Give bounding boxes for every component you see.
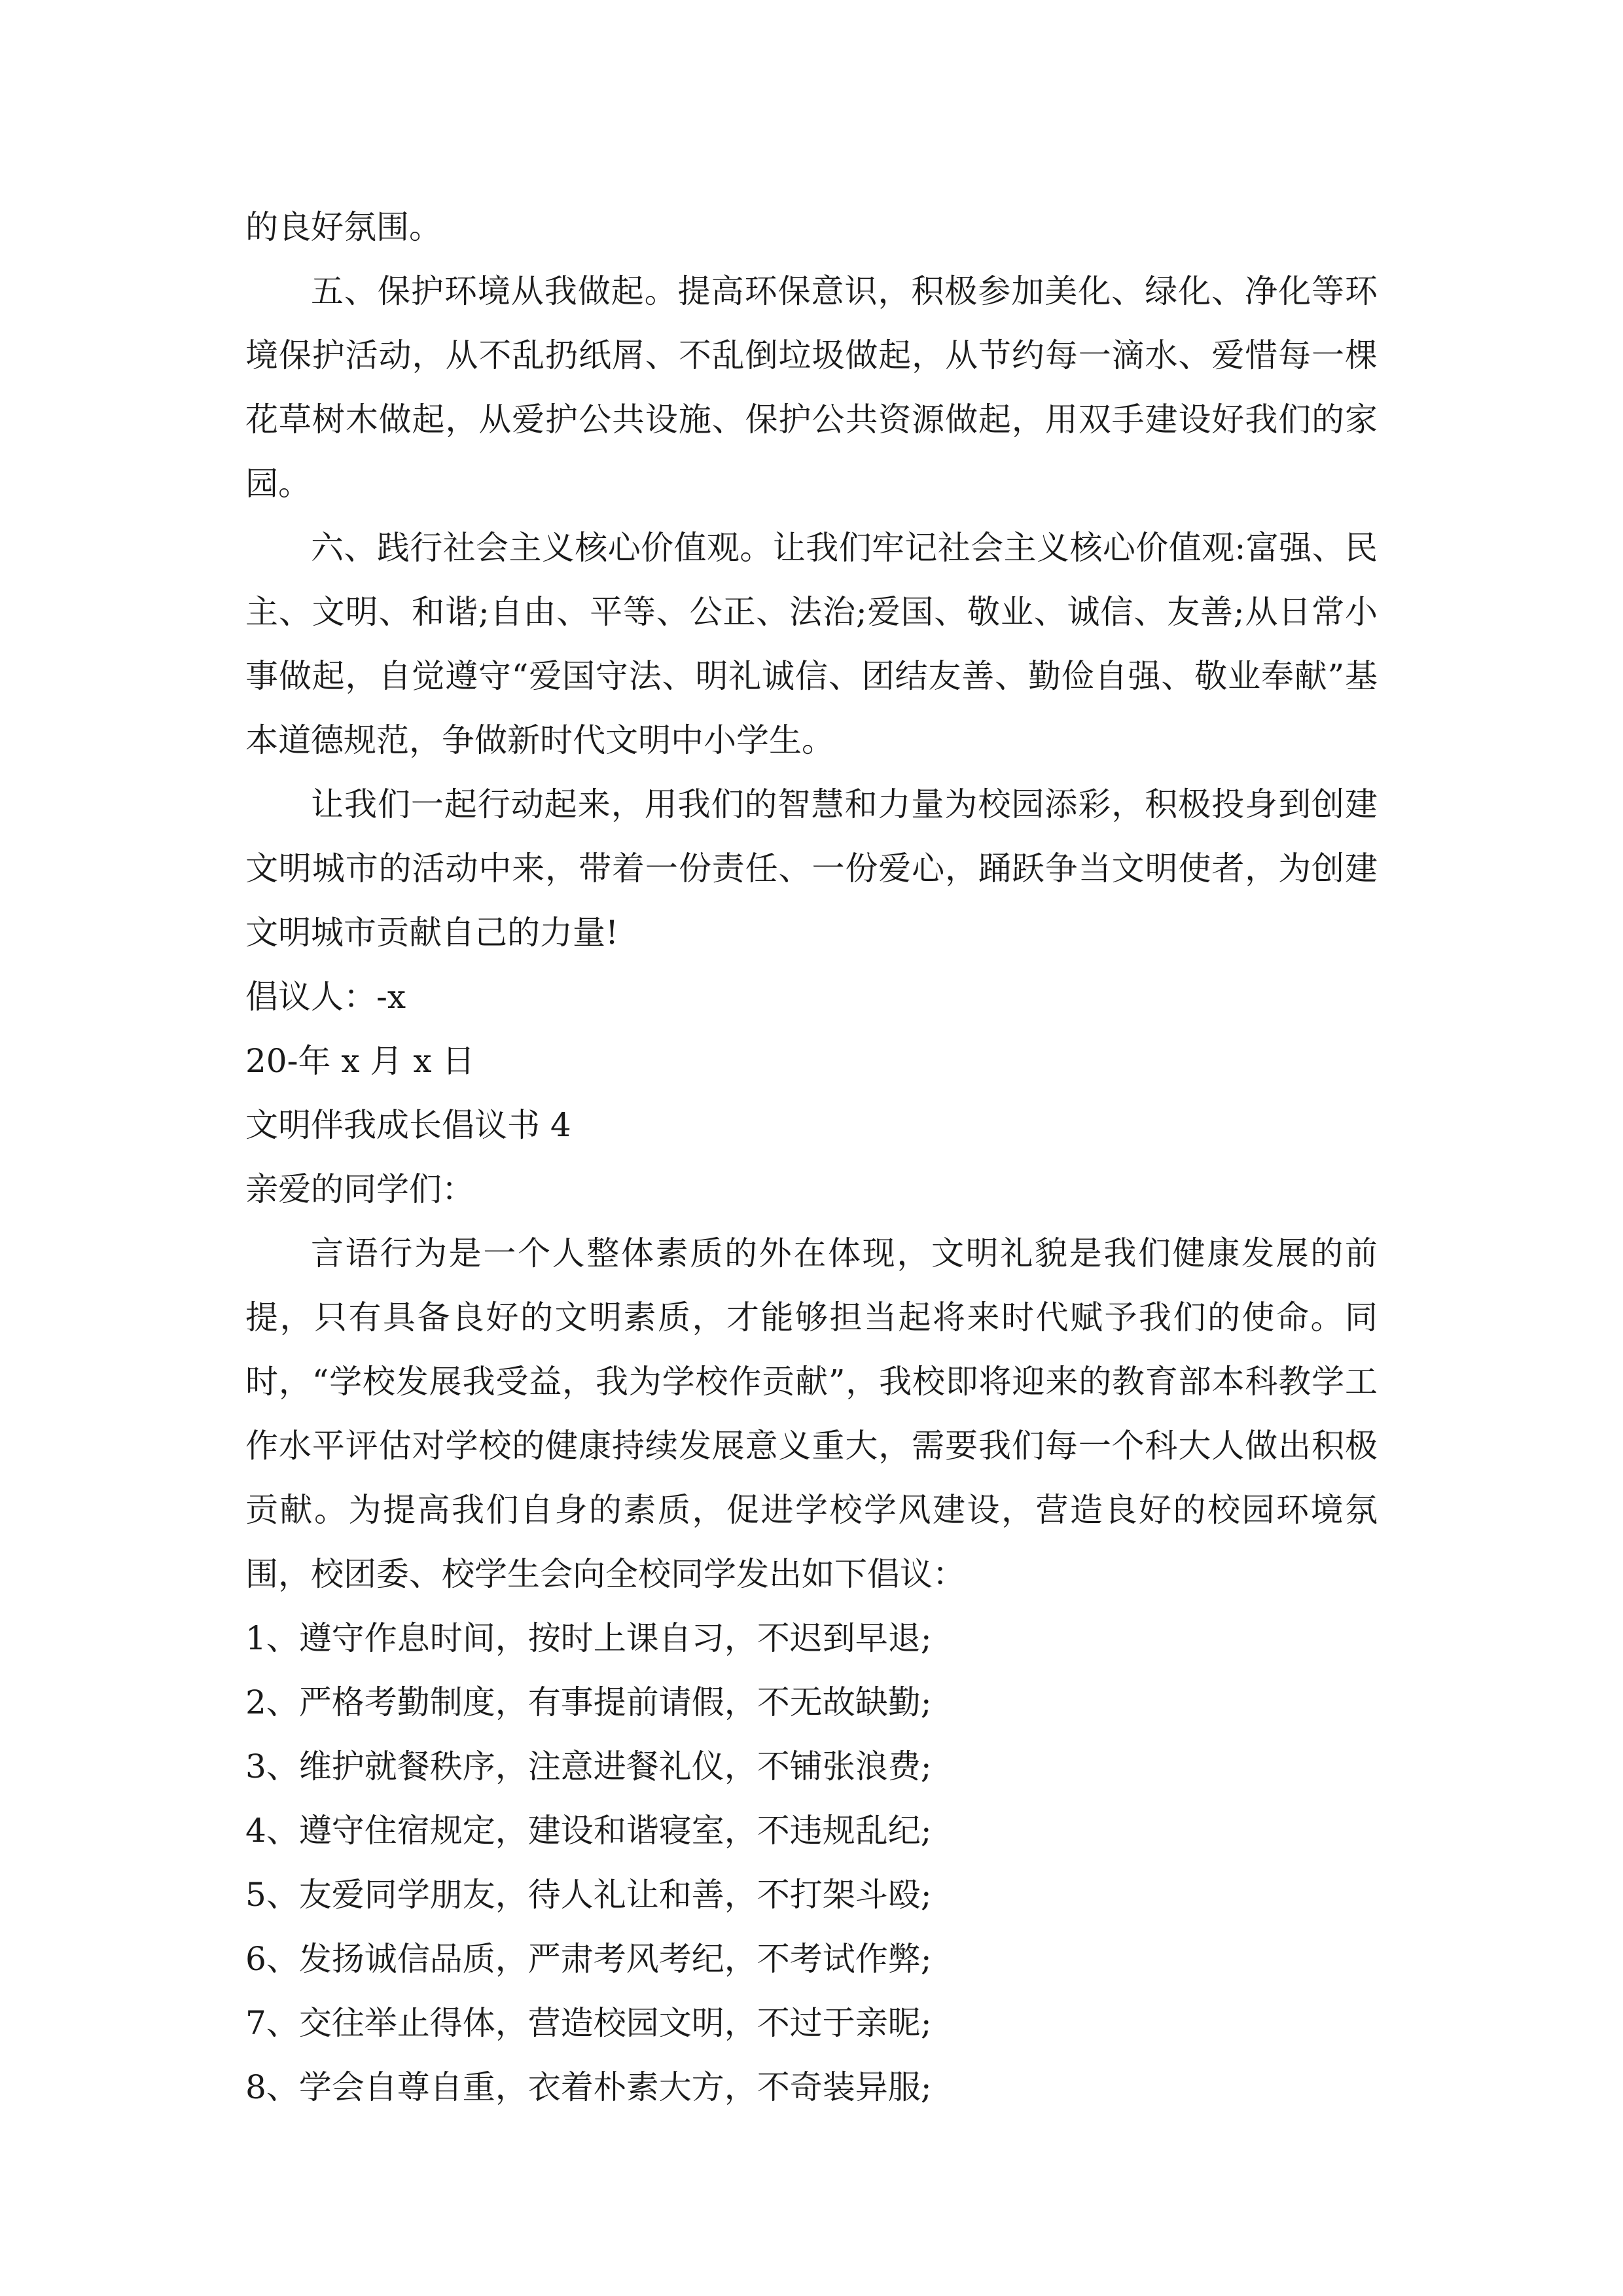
list-item: 7、交往举止得体，营造校园文明，不过于亲昵; (245, 2004, 932, 2042)
list-item: 3、维护就餐秩序，注意进餐礼仪，不铺张浪费; (245, 1748, 932, 1785)
initiator-line: 倡议人：-x (245, 978, 406, 1016)
paragraph-introduction: 言语行为是一个人整体素质的外在体现，文明礼貌是我们健康发展的前提，只有具备良好的文明素质，才能够担当起将来时代赋予我们的使命。同时，“学校发展我受益，我为学校作贡献”，我校即将迎来的教育部本科教学工作水平评估对学校的健康持续发展意义重大，需要我们每一个科大人做出积极贡献。为提高我们自身的素质，促进学校学风建设，营造良好的校园环境氛围，校团委、校学生会向全校同学发出如下倡议： (245, 1234, 1378, 1593)
paragraph-continuation: 的良好氛围。 (245, 208, 442, 246)
paragraph-core-values: 六、践行社会主义核心价值观。让我们牢记社会主义核心价值观:富强、民主、文明、和谐;自由、平等、公正、法治;爱国、敬业、诚信、友善;从日常小事做起，自觉遵守“爱国守法、明礼诚信、团结友善、勤俭自强、敬业奉献”基本道德规范，争做新时代文明中小学生。 (245, 529, 1378, 759)
paragraph-protect-environment: 五、保护环境从我做起。提高环保意识，积极参加美化、绿化、净化等环境保护活动，从不乱扔纸屑、不乱倒垃圾做起，从节约每一滴水、爱惜每一棵花草树木做起，从爱护公共设施、保护公共资源做起，用双手建设好我们的家园。 (245, 272, 1378, 503)
list-item: 8、学会自尊自重，衣着朴素大方，不奇装异服; (245, 2068, 932, 2106)
greeting: 亲爱的同学们： (245, 1170, 474, 1208)
list-item: 4、遵守住宿规定，建设和谐寝室，不违规乱纪; (245, 1812, 932, 1850)
list-item: 6、发扬诚信品质，严肃考风考纪，不考试作弊; (245, 1940, 932, 1978)
paragraph-call-to-action: 让我们一起行动起来，用我们的智慧和力量为校园添彩，积极投身到创建文明城市的活动中来，带着一份责任、一份爱心，踊跃争当文明使者，为创建文明城市贡献自己的力量! (245, 785, 1378, 952)
section-heading: 文明伴我成长倡议书 4 (245, 1106, 571, 1144)
list-item: 1、遵守作息时间，按时上课自习，不迟到早退; (245, 1619, 932, 1657)
list-item: 2、严格考勤制度，有事提前请假，不无故缺勤; (245, 1683, 932, 1721)
document-body (245, 195, 1378, 2119)
list-item: 5、友爱同学朋友，待人礼让和善，不打架斗殴; (245, 1876, 932, 1914)
date-line: 20-年 x 月 x 日 (245, 1042, 475, 1080)
